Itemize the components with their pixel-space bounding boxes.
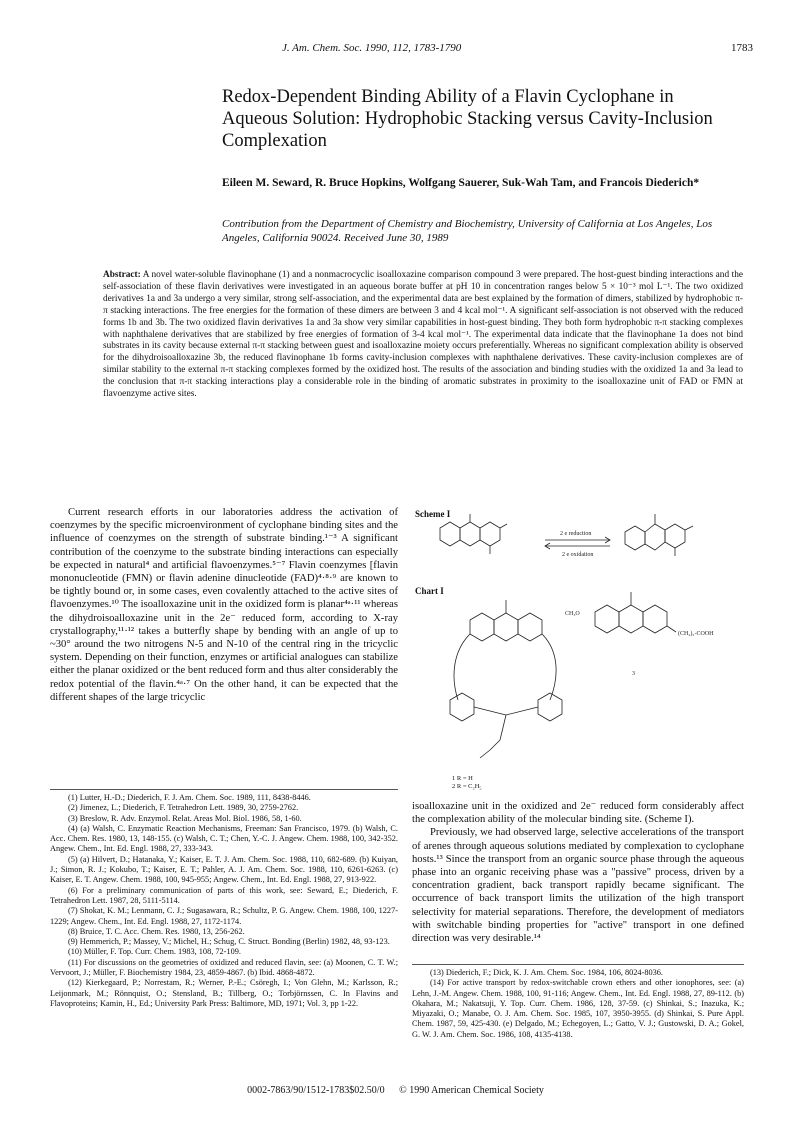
compound-3-number: 3 — [632, 671, 635, 677]
scheme-arrows — [545, 537, 610, 549]
reference-item: (1) Lutter, H.-D.; Diederich, F. J. Am. Chem. Soc. 1989, 111, 8438-8446. — [68, 793, 311, 802]
compound-legend-1: 1 R = H — [452, 775, 473, 782]
intro-paragraph: Current research efforts in our laboratories address the activation of coenzymes by the specific microenvironment of cyclophane binding sites and the influence of coenzymes on the strength of substrate binding.¹⁻³ A significant contribution of the coenzyme to the substrate binding interactions can especially be expected in natural⁴ and artificial flavoenzymes.⁵⁻⁷ Flavin coenzymes [flavin mononucleotide (FMN) or flavin adenine dinucleotide (FAD)⁴·⁸·⁹ are known to be tightly bound or, in some cases, even covalently attached to the active sites of flavoenzymes.¹⁰ The isoalloxazine unit in the oxidized form is planar⁴ᵃ·¹¹ whereas the dihydroisoalloxazine unit in the 2e⁻ reduced form, according to X-ray crystallography,¹¹·¹² takes a butterfly shape by bending with an angle of up to ~30° around the two nitrogens N-5 and N-10 of the central ring in the tricyclic system. Depending on their function, enzymes or artificial analogues can stabilize either the planar oxidized or the bent reduced form and thus alter considerably the redox potential of the flavin.⁴ᵃ·⁷ On the other hand, it can be expected that the different shapes of the large tricyclic — [50, 507, 398, 703]
copyright-notice: © 1990 American Chemical Society — [399, 1085, 544, 1096]
reference-item: (11) For discussions on the geometries of oxidized and reduced flavin, see: (a) Moonen, C. T. W.; Vervoort, J.; Müller, F. Biochemistry 1984, 23, 4859-4867. (b) Ibid. 4868-4872. — [50, 957, 398, 978]
article-code: 0002-7863/90/1512-1783$02.50/0 — [247, 1085, 385, 1096]
reference-item: (2) Jimenez, L.; Diederich, F. Tetrahedron Lett. 1989, 30, 2759-2762. — [68, 803, 299, 813]
scheme-label: Scheme I — [415, 509, 451, 519]
reference-item: (14) For active transport by redox-switchable crown ethers and other ionophores, see: (a) Lehn, J.-M. Angew. Chem. 1988, 100, 91-116; Angew. Chem., Int. Ed. Engl. 1988, 27, 89-112. (b) Okahara, M.; Nakatsuji, Y. Top. Curr. Chem. 1986, 128, 37-59. (c) Shinkai, S.; Inazuka, K.; Miyazaki, O.; Manabe, O. J. Am. Chem. Soc. 1985, 107, 3950-3955. (d) Shinkai, S. Pure Appl. Chem. 1987, 59, 425-430. (e) Delgado, M.; Echegoyen, L.; Gatto, V. J.; Gustowski, D. A.; Gokel, G. W. J. Am. Chem. Soc. 1986, 108, 4135-4138. — [412, 978, 744, 1039]
methoxy-label: CH₃O — [565, 611, 580, 617]
chart-compound-3 — [595, 592, 676, 633]
abstract-label: Abstract: — [103, 270, 141, 280]
reference-item: (12) Kierkegaard, P.; Norrestam, R.; Werner, P.-E.; Csöregh, I.; Von Glehn, M.; Karlsson, R.; Leijonmark, M.; Rönnquist, O.; Stensland, B.; Tillberg, O.; Torbjörnssen, C. In Flavins and Flavoproteins; Kamin, H., Ed.; University Park Press: Baltimore, MD, 1971; Vol. 3, pp 1-22. — [50, 978, 398, 1008]
reference-item: (6) For a preliminary communication of parts of this work, see: Seward, E.; Diederich, F. Tetrahedron Lett. 1987, 28, 5111-5114. — [50, 885, 398, 905]
reference-item: (3) Breslow, R. Adv. Enzymol. Relat. Areas Mol. Biol. 1986, 58, 1-60. — [68, 813, 302, 823]
article-title: Redox-Dependent Binding Ability of a Flavin Cyclophane in Aqueous Solution: Hydrophobic Stacking versus Cavity-Inclusion Complexation — [222, 87, 713, 151]
abstract — [103, 270, 743, 401]
right-paragraph-2: Previously, we had observed large, selective accelerations of the transport of arenes through aqueous solutions mediated by complexation to cyclophane hosts.¹³ Since the transport from an organic source phase through the aqueous phase into an organic receiving phase was a "passive" process, driven by a concentration gradient, back transport rapidly became significant. The occurrence of back transport limits the utilization of the high transport selectivity for material separations. Therefore, the development of mediators with switchable binding properties for "active" transport in one defined direction was very desirable.¹⁴ — [412, 827, 744, 945]
page-footer — [0, 1085, 791, 1096]
scheme-reduced-flavin — [625, 514, 693, 556]
reduction-arrow-label: 2 e reduction — [560, 531, 592, 537]
reference-item: (13) Diederich, F.; Dick, K. J. Am. Chem. Soc. 1984, 106, 8024-8036. — [430, 968, 664, 977]
footnote-divider — [50, 789, 398, 790]
page-number: 1783 — [731, 42, 753, 54]
affiliation: Contribution from the Department of Chemistry and Biochemistry, University of California at Los Angeles, Los Angeles, California 90024. Received June 30, 1989 — [222, 218, 713, 244]
right-paragraph-1: isoalloxazine unit in the oxidized and 2e⁻ reduced form considerably affect the complexation ability of the molecular binding site. (Scheme I). — [412, 801, 744, 826]
reference-item: (4) (a) Walsh, C. Enzymatic Reaction Mechanisms, Freeman: San Francisco, 1979. (b) Walsh, C. Acc. Chem. Res. 1980, 13, 148-155. (c) Walsh, C. T.; Chen, Y.-C. J. Angew. Chem. 1988, 100, 342-352. Angew. Chem., Int. Ed. Engl. 1988, 27, 333-343. — [50, 823, 398, 854]
scheme-oxidized-flavin — [440, 514, 507, 554]
running-head — [0, 42, 791, 60]
chart-label: Chart I — [415, 586, 444, 596]
author-list: Eileen M. Seward, R. Bruce Hopkins, Wolfgang Sauerer, Suk-Wah Tam, and Francois Diederich* — [222, 177, 700, 189]
journal-citation: J. Am. Chem. Soc. 1990, 112, 1783-1790 — [282, 42, 462, 54]
footnote-divider-right — [412, 964, 744, 965]
right-column-text — [412, 800, 744, 945]
compound-legend-2: 2 R = C₂H₅ — [452, 783, 482, 790]
chemical-structures-figure — [410, 500, 750, 800]
compound-legend — [452, 775, 482, 791]
reference-list-left — [50, 793, 398, 1009]
abstract-text: A novel water-soluble flavinophane (1) and a nonmacrocyclic isoalloxazine comparison compound 3 were prepared. The host-guest binding interactions and the self-association of these flavin derivatives were investigated in an aqueous borate buffer at pH 10 in concentration ranges below 5 × 10⁻³ mol L⁻¹. The two oxidized derivatives 1a and 3a undergo a very similar, strong self-association, and the experimental data are best explained by the formation of dimers, stabilized by hydrophobic π-π stacking interactions. The free energies for the formation of these dimers are between 3 and 4 kcal mol⁻¹. A significant self-association is not observed with the reduced forms 1b and 3b. The two oxidized flavin derivatives 1a and 3a show very similar capabilities in host-guest binding. They both form hydrophobic π-π stacking complexes with naphthalene derivatives that are stabilized by free energies of formation of 3-4 kcal mol⁻¹. The experimental data indicate that the flavinophane 1a does not bind substrates in its cavity because external π-π stacking between guest and isoalloxazine moiety occurs preferentially. Whereas no significant complexation ability is observed for the dihydroisoalloxazine 3b, the reduced flavinophane 1b forms cavity-inclusion complexes with naphthalene derivatives. These cavity-inclusion complexes are of similar stability to the external π-π stacking complexes formed by the oxidized host. The results of the association and binding studies with the oxidized 1a and 3a lead to the conclusion that π-π stacking interactions play a considerable role in the binding of aromatic substrates in proximity to the isoalloxazine unit of FAD or FMN at flavoenzyme active sites. — [103, 270, 743, 400]
reference-item: (9) Hemmerich, P.; Massey, V.; Michel, H.; Schug, C. Struct. Bonding (Berlin) 1982, 48, 93-123. — [68, 937, 390, 947]
reference-list-right — [412, 968, 744, 1040]
side-chain-label: (CH₂)₅-COOH — [678, 631, 714, 637]
reference-item: (8) Bruice, T. C. Acc. Chem. Res. 1980, 13, 256-262. — [68, 926, 245, 936]
reference-item: (5) (a) Hilvert, D.; Hatanaka, Y.; Kaiser, E. T. J. Am. Chem. Soc. 1988, 110, 682-689. (b) Kuiyan, J.; Simon, R. J.; Kokubo, T.; Kaiser, E. T.; Pahler, A. J. Am. Chem. Soc. 1988, 110, 6261-6263. (c) Kaiser, E. T. Angew. Chem. 1988, 100, 945-955; Angew. Chem., Int. Ed. Engl. 1988, 27, 913-922. — [50, 854, 398, 885]
reference-item: (10) Müller, F. Top. Curr. Chem. 1983, 108, 72-109. — [68, 947, 241, 957]
reference-item: (7) Shokat, K. M.; Lenmann, C. J.; Sugasawara, R.; Schultz, P. G. Angew. Chem. 1988, 100, 1227-1229; Angew. Chem., Int. Ed. Engl. 1988, 27, 1172-1174. — [50, 906, 398, 926]
oxidation-arrow-label: 2 e oxidation — [562, 552, 594, 558]
chart-flavinophane-1 — [450, 600, 562, 758]
